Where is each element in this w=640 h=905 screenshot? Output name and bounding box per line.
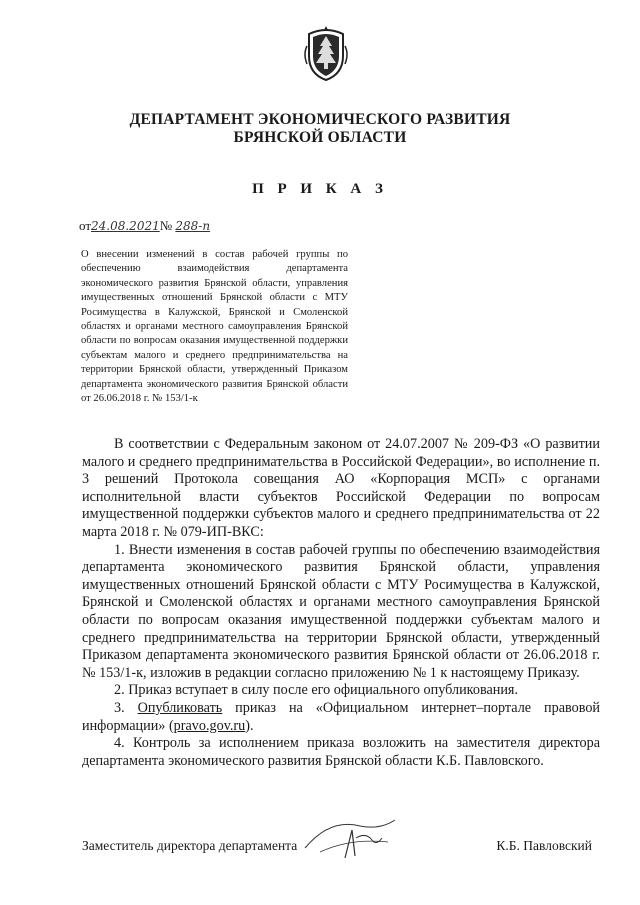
pravo-gov-link[interactable]: pravo.gov.ru — [173, 717, 246, 734]
item-3-number: 3. — [114, 699, 138, 716]
body-item-2: 2. Приказ вступает в силу после его официального опубликования. — [114, 682, 519, 699]
department-name-line2: БРЯНСКОЙ ОБЛАСТИ — [233, 129, 407, 146]
order-subject: О внесении изменений в состав рабочей группы по обеспечению взаимодействия департамента экономического развития Брянской области, управления имущественных отношений Брянской области с МТУ Росимущества в Калужской, Брянской и Смоленской областях и органами местного самоуправления Брянской области по вопросам оказания имущественной поддержки субъектам малого и среднего предпринимательства на территории Брянской области, утвержденный Приказом департамента экономического развития Брянской области от 26.06.2018 г. № 153/1-к — [81, 249, 348, 405]
body-item-3 — [82, 700, 600, 735]
body-intro-paragraph: В соответствии с Федеральным законом от 24.07.2007 № 209-ФЗ «О развитии малого и среднего предпринимательства в Российской Федерации», во исполнение п. 3 решений Протокола совещания АО «Корпорация МСП» с органами исполнительной власти субъектов Российской Федерации по вопросам имущественной поддержки субъектов малого и среднего предпринимательства от 22 марта 2018 г. № 079-ИП-ВКС: — [82, 436, 600, 540]
date-prefix: от — [79, 218, 92, 233]
order-date-number-line — [79, 218, 210, 234]
order-body — [82, 436, 600, 770]
signatory-name: К.Б. Павловский — [496, 838, 592, 853]
order-title: П Р И К А З — [252, 181, 388, 197]
signatory-position: Заместитель директора департамента — [82, 838, 298, 853]
item-3-end: ). — [245, 717, 254, 734]
publish-link-text: Опубликовать — [137, 699, 223, 716]
body-item-1: 1. Внести изменения в состав рабочей группы по обеспечению взаимодействия департамента экономического развития Брянской области, управления имущественных отношений Брянской области с МТУ Росимущества в Калужской, Брянской и Смоленской областях и органами местного самоуправления Брянской области по вопросам оказания имущественной поддержки субъектам малого и среднего предпринимательства на территории Брянской области, утвержденный Приказом департамента экономического развития Брянской области от 26.06.2018 г. № 153/1-к, изложив в редакции согласно приложению № 1 к настоящему Приказу. — [82, 541, 600, 681]
order-number-handwritten: 288-п — [175, 219, 211, 233]
coat-of-arms-emblem — [301, 24, 351, 82]
item-3-text: приказ на «Официальном интернет–портале правовой информации» ( — [82, 699, 601, 734]
handwritten-signature — [300, 808, 400, 863]
number-prefix: № — [159, 218, 173, 233]
department-name-line1: ДЕПАРТАМЕНТ ЭКОНОМИЧЕСКОГО РАЗВИТИЯ — [129, 111, 511, 128]
order-date-handwritten: 24.08.2021 — [91, 219, 160, 233]
body-item-4: 4. Контроль за исполнением приказа возложить на заместителя директора департамента экономического развития Брянской области К.Б. Павловского. — [82, 735, 600, 769]
